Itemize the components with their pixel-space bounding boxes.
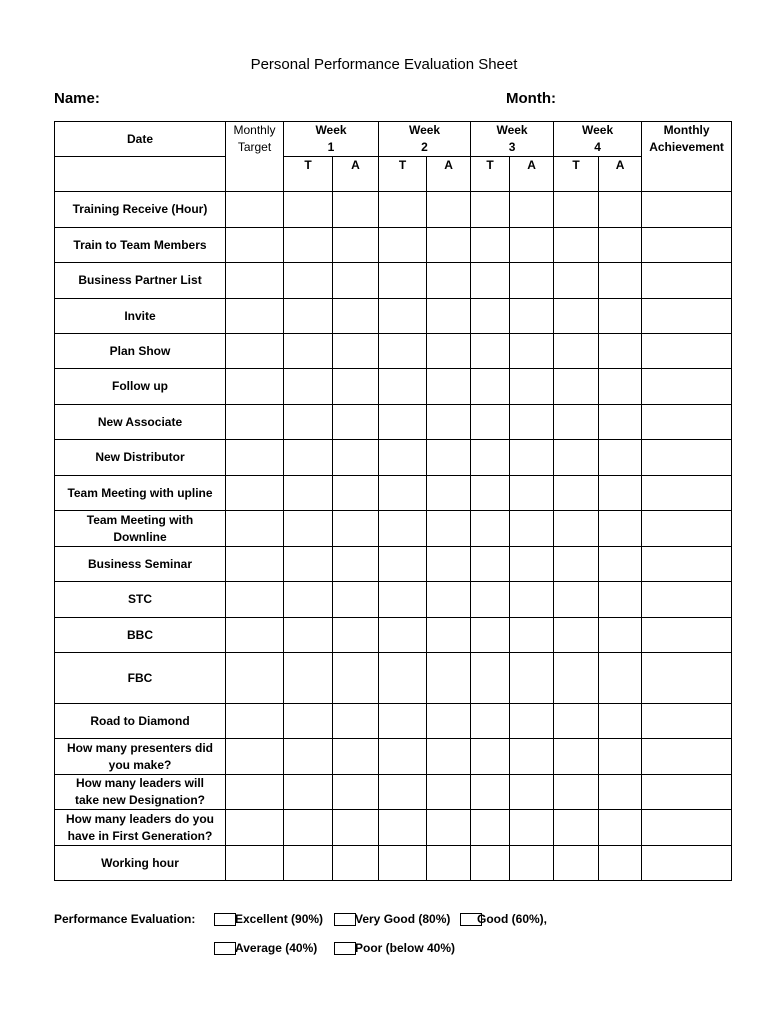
checkbox-very-good[interactable]: [334, 913, 356, 926]
table-row: [55, 369, 732, 405]
input-cell[interactable]: [427, 582, 471, 618]
input-cell[interactable]: [510, 618, 554, 653]
performance-evaluation-label: Performance Evaluation:: [54, 912, 196, 926]
input-cell[interactable]: [599, 228, 642, 263]
input-cell[interactable]: [642, 405, 732, 440]
input-cell[interactable]: [471, 263, 510, 299]
input-cell[interactable]: [379, 369, 427, 405]
input-cell[interactable]: [226, 618, 284, 653]
input-cell[interactable]: [427, 192, 471, 228]
row-label: Train to Team Members: [55, 228, 226, 263]
input-cell[interactable]: [226, 704, 284, 739]
input-cell[interactable]: [333, 775, 379, 810]
input-cell[interactable]: [379, 582, 427, 618]
input-cell[interactable]: [427, 810, 471, 846]
option-very-good[interactable]: [334, 912, 450, 926]
input-cell[interactable]: [226, 476, 284, 511]
input-cell[interactable]: [284, 653, 333, 704]
row-label: How many leaders will take new Designation?: [55, 775, 226, 810]
input-cell[interactable]: [599, 704, 642, 739]
input-cell[interactable]: [599, 192, 642, 228]
input-cell[interactable]: [554, 299, 599, 334]
row-label: STC: [55, 582, 226, 618]
week3-actual-header: A: [510, 157, 554, 192]
input-cell[interactable]: [510, 704, 554, 739]
table-row: [55, 739, 732, 775]
option-excellent[interactable]: [214, 912, 323, 926]
input-cell[interactable]: [599, 582, 642, 618]
input-cell[interactable]: [427, 739, 471, 775]
input-cell[interactable]: [510, 739, 554, 775]
input-cell[interactable]: [642, 440, 732, 476]
input-cell[interactable]: [471, 511, 510, 547]
week4-actual-header: A: [599, 157, 642, 192]
input-cell[interactable]: [226, 775, 284, 810]
input-cell[interactable]: [284, 299, 333, 334]
input-cell[interactable]: [333, 369, 379, 405]
header-week-4: Week 4: [554, 122, 642, 157]
input-cell[interactable]: [226, 334, 284, 369]
input-cell[interactable]: [226, 547, 284, 582]
input-cell[interactable]: [284, 476, 333, 511]
input-cell[interactable]: [642, 775, 732, 810]
table-row: [55, 810, 732, 846]
input-cell[interactable]: [471, 299, 510, 334]
input-cell[interactable]: [284, 618, 333, 653]
table-row: [55, 582, 732, 618]
input-cell[interactable]: [379, 228, 427, 263]
input-cell[interactable]: [226, 405, 284, 440]
input-cell[interactable]: [599, 810, 642, 846]
input-cell[interactable]: [510, 846, 554, 881]
input-cell[interactable]: [599, 511, 642, 547]
input-cell[interactable]: [379, 618, 427, 653]
input-cell[interactable]: [226, 299, 284, 334]
input-cell[interactable]: [554, 405, 599, 440]
input-cell[interactable]: [510, 810, 554, 846]
input-cell[interactable]: [554, 476, 599, 511]
input-cell[interactable]: [471, 846, 510, 881]
input-cell[interactable]: [379, 440, 427, 476]
table-row: [55, 846, 732, 881]
input-cell[interactable]: [510, 775, 554, 810]
input-cell[interactable]: [333, 476, 379, 511]
option-poor[interactable]: [334, 941, 455, 955]
week2-target-header: T: [379, 157, 427, 192]
input-cell[interactable]: [471, 476, 510, 511]
input-cell[interactable]: [226, 846, 284, 881]
input-cell[interactable]: [642, 704, 732, 739]
input-cell[interactable]: [471, 618, 510, 653]
input-cell[interactable]: [226, 739, 284, 775]
header-blank-cell: [55, 157, 226, 192]
input-cell[interactable]: [333, 405, 379, 440]
input-cell[interactable]: [554, 739, 599, 775]
input-cell[interactable]: [379, 192, 427, 228]
input-cell[interactable]: [226, 653, 284, 704]
input-cell[interactable]: [379, 653, 427, 704]
input-cell[interactable]: [471, 440, 510, 476]
week3-target-header: T: [471, 157, 510, 192]
input-cell[interactable]: [284, 775, 333, 810]
input-cell[interactable]: [379, 846, 427, 881]
table-row: [55, 334, 732, 369]
header-week-3: Week 3: [471, 122, 554, 157]
input-cell[interactable]: [284, 405, 333, 440]
table-row: [55, 618, 732, 653]
input-cell[interactable]: [471, 810, 510, 846]
table-row: [55, 653, 732, 704]
input-cell[interactable]: [642, 228, 732, 263]
input-cell[interactable]: [333, 440, 379, 476]
table-row: [55, 704, 732, 739]
table-row: [55, 476, 732, 511]
row-label: Team Meeting with Downline: [55, 511, 226, 547]
input-cell[interactable]: [642, 511, 732, 547]
month-label: Month:: [506, 90, 556, 107]
input-cell[interactable]: [554, 653, 599, 704]
row-label: New Distributor: [55, 440, 226, 476]
header-monthly-achievement: Monthly Achievement: [642, 122, 732, 192]
input-cell[interactable]: [599, 618, 642, 653]
input-cell[interactable]: [379, 810, 427, 846]
input-cell[interactable]: [226, 263, 284, 299]
input-cell[interactable]: [427, 653, 471, 704]
input-cell[interactable]: [510, 405, 554, 440]
week1-actual-header: A: [333, 157, 379, 192]
input-cell[interactable]: [226, 228, 284, 263]
input-cell[interactable]: [642, 653, 732, 704]
input-cell[interactable]: [599, 334, 642, 369]
input-cell[interactable]: [284, 810, 333, 846]
row-label: Road to Diamond: [55, 704, 226, 739]
input-cell[interactable]: [226, 511, 284, 547]
input-cell[interactable]: [471, 334, 510, 369]
input-cell[interactable]: [554, 846, 599, 881]
input-cell[interactable]: [554, 582, 599, 618]
input-cell[interactable]: [226, 582, 284, 618]
input-cell[interactable]: [226, 440, 284, 476]
table-row: [55, 547, 732, 582]
input-cell[interactable]: [379, 704, 427, 739]
input-cell[interactable]: [510, 263, 554, 299]
input-cell[interactable]: [471, 739, 510, 775]
week2-actual-header: A: [427, 157, 471, 192]
input-cell[interactable]: [599, 846, 642, 881]
option-good[interactable]: [460, 912, 547, 926]
row-label: BBC: [55, 618, 226, 653]
evaluation-table: [54, 121, 732, 881]
input-cell[interactable]: [379, 739, 427, 775]
input-cell[interactable]: [642, 334, 732, 369]
input-cell[interactable]: [379, 334, 427, 369]
input-cell[interactable]: [642, 582, 732, 618]
input-cell[interactable]: [642, 846, 732, 881]
input-cell[interactable]: [510, 299, 554, 334]
table-row: [55, 192, 732, 228]
input-cell[interactable]: [427, 440, 471, 476]
input-cell[interactable]: [471, 775, 510, 810]
input-cell[interactable]: [471, 547, 510, 582]
input-cell[interactable]: [333, 511, 379, 547]
input-cell[interactable]: [284, 704, 333, 739]
input-cell[interactable]: [599, 547, 642, 582]
input-cell[interactable]: [284, 511, 333, 547]
input-cell[interactable]: [471, 653, 510, 704]
row-label: Business Partner List: [55, 263, 226, 299]
input-cell[interactable]: [510, 476, 554, 511]
input-cell[interactable]: [427, 334, 471, 369]
input-cell[interactable]: [510, 192, 554, 228]
row-label: Training Receive (Hour): [55, 192, 226, 228]
input-cell[interactable]: [333, 299, 379, 334]
input-cell[interactable]: [427, 704, 471, 739]
input-cell[interactable]: [554, 334, 599, 369]
input-cell[interactable]: [642, 739, 732, 775]
input-cell[interactable]: [554, 775, 599, 810]
input-cell[interactable]: [471, 704, 510, 739]
option-very-good-label: Very Good (80%): [355, 912, 451, 926]
input-cell[interactable]: [284, 192, 333, 228]
row-label: How many leaders do you have in First Generation?: [55, 810, 226, 846]
input-cell[interactable]: [284, 228, 333, 263]
input-cell[interactable]: [379, 547, 427, 582]
input-cell[interactable]: [642, 547, 732, 582]
header-week-1: Week 1: [284, 122, 379, 157]
input-cell[interactable]: [599, 739, 642, 775]
row-label: FBC: [55, 653, 226, 704]
table-row: [55, 511, 732, 547]
input-cell[interactable]: [427, 228, 471, 263]
input-cell[interactable]: [427, 846, 471, 881]
input-cell[interactable]: [226, 192, 284, 228]
input-cell[interactable]: [333, 192, 379, 228]
checkbox-average[interactable]: [214, 942, 236, 955]
input-cell[interactable]: [333, 334, 379, 369]
input-cell[interactable]: [554, 263, 599, 299]
input-cell[interactable]: [427, 476, 471, 511]
input-cell[interactable]: [599, 369, 642, 405]
week1-target-header: T: [284, 157, 333, 192]
row-label: New Associate: [55, 405, 226, 440]
table-row: [55, 299, 732, 334]
input-cell[interactable]: [284, 369, 333, 405]
input-cell[interactable]: [510, 334, 554, 369]
input-cell[interactable]: [284, 263, 333, 299]
input-cell[interactable]: [427, 263, 471, 299]
input-cell[interactable]: [554, 511, 599, 547]
input-cell[interactable]: [226, 369, 284, 405]
input-cell[interactable]: [510, 582, 554, 618]
input-cell[interactable]: [642, 192, 732, 228]
input-cell[interactable]: [642, 618, 732, 653]
input-cell[interactable]: [554, 228, 599, 263]
row-label: Plan Show: [55, 334, 226, 369]
row-label: Working hour: [55, 846, 226, 881]
input-cell[interactable]: [284, 846, 333, 881]
input-cell[interactable]: [226, 810, 284, 846]
input-cell[interactable]: [333, 653, 379, 704]
week4-target-header: T: [554, 157, 599, 192]
input-cell[interactable]: [599, 263, 642, 299]
input-cell[interactable]: [510, 369, 554, 405]
input-cell[interactable]: [554, 704, 599, 739]
checkbox-excellent[interactable]: [214, 913, 236, 926]
input-cell[interactable]: [379, 775, 427, 810]
input-cell[interactable]: [379, 476, 427, 511]
option-excellent-label: Excellent (90%): [235, 912, 324, 926]
row-label: Team Meeting with upline: [55, 476, 226, 511]
page-title: Personal Performance Evaluation Sheet: [250, 56, 518, 73]
input-cell[interactable]: [284, 547, 333, 582]
option-average[interactable]: [214, 941, 317, 955]
input-cell[interactable]: [510, 547, 554, 582]
input-cell[interactable]: [333, 618, 379, 653]
input-cell[interactable]: [427, 369, 471, 405]
input-cell[interactable]: [599, 775, 642, 810]
input-cell[interactable]: [471, 369, 510, 405]
input-cell[interactable]: [599, 653, 642, 704]
input-cell[interactable]: [379, 405, 427, 440]
input-cell[interactable]: [554, 618, 599, 653]
input-cell[interactable]: [284, 440, 333, 476]
header-date: Date: [55, 122, 226, 157]
option-good-label: Good (60%),: [477, 912, 548, 926]
input-cell[interactable]: [642, 263, 732, 299]
input-cell[interactable]: [333, 739, 379, 775]
input-cell[interactable]: [471, 582, 510, 618]
input-cell[interactable]: [427, 299, 471, 334]
input-cell[interactable]: [284, 739, 333, 775]
name-label: Name:: [54, 90, 100, 107]
input-cell[interactable]: [284, 334, 333, 369]
input-cell[interactable]: [510, 653, 554, 704]
input-cell[interactable]: [333, 810, 379, 846]
input-cell[interactable]: [379, 299, 427, 334]
input-cell[interactable]: [599, 440, 642, 476]
table-body: [55, 192, 732, 881]
table-row: [55, 228, 732, 263]
table-row: [55, 440, 732, 476]
input-cell[interactable]: [642, 476, 732, 511]
row-label: How many presenters did you make?: [55, 739, 226, 775]
input-cell[interactable]: [510, 440, 554, 476]
input-cell[interactable]: [554, 440, 599, 476]
input-cell[interactable]: [510, 228, 554, 263]
row-label: Invite: [55, 299, 226, 334]
checkbox-poor[interactable]: [334, 942, 356, 955]
row-label: Follow up: [55, 369, 226, 405]
input-cell[interactable]: [379, 511, 427, 547]
input-cell[interactable]: [379, 263, 427, 299]
input-cell[interactable]: [471, 405, 510, 440]
input-cell[interactable]: [599, 476, 642, 511]
row-label: Business Seminar: [55, 547, 226, 582]
header-monthly-target: Monthly Target: [226, 122, 284, 192]
input-cell[interactable]: [510, 511, 554, 547]
input-cell[interactable]: [554, 810, 599, 846]
input-cell[interactable]: [599, 299, 642, 334]
input-cell[interactable]: [284, 582, 333, 618]
input-cell[interactable]: [427, 618, 471, 653]
option-poor-label: Poor (below 40%): [355, 941, 456, 955]
option-average-label: Average (40%): [235, 941, 318, 955]
table-row: [55, 775, 732, 810]
input-cell[interactable]: [333, 547, 379, 582]
input-cell[interactable]: [333, 704, 379, 739]
input-cell[interactable]: [554, 192, 599, 228]
table-row: [55, 405, 732, 440]
header-week-2: Week 2: [379, 122, 471, 157]
table-row: [55, 263, 732, 299]
input-cell[interactable]: [333, 582, 379, 618]
input-cell[interactable]: [642, 369, 732, 405]
input-cell[interactable]: [554, 547, 599, 582]
input-cell[interactable]: [599, 405, 642, 440]
input-cell[interactable]: [427, 511, 471, 547]
input-cell[interactable]: [471, 192, 510, 228]
input-cell[interactable]: [471, 228, 510, 263]
input-cell[interactable]: [642, 810, 732, 846]
input-cell[interactable]: [427, 547, 471, 582]
input-cell[interactable]: [333, 228, 379, 263]
input-cell[interactable]: [427, 405, 471, 440]
input-cell[interactable]: [333, 846, 379, 881]
input-cell[interactable]: [427, 775, 471, 810]
input-cell[interactable]: [333, 263, 379, 299]
input-cell[interactable]: [642, 299, 732, 334]
input-cell[interactable]: [554, 369, 599, 405]
